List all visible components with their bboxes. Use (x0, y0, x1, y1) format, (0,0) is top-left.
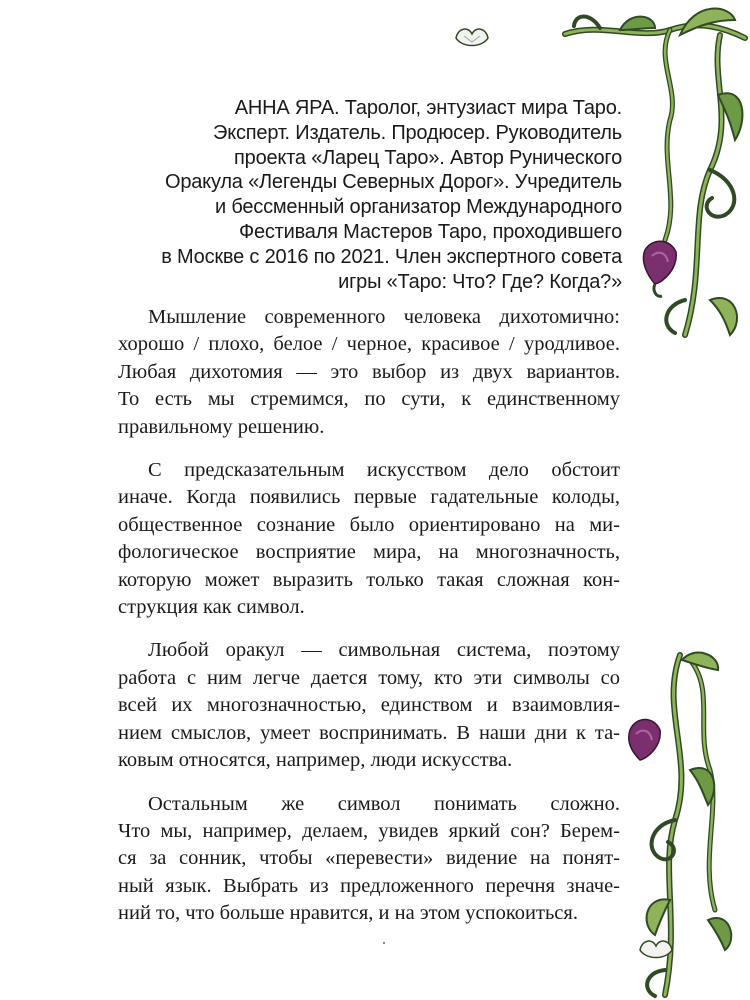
text-line: которую может выразить только такая сложная кон- (118, 568, 620, 591)
author-bio (110, 96, 622, 294)
page-marker-dot (383, 942, 385, 944)
text-line: ный язык. Выбрать из предложенного перечня значе- (118, 874, 620, 897)
text-line: Что мы, например, делаем, увидев яркий сон? Берем- (118, 819, 620, 842)
text-line: общественное сознание было ориентировано на ми- (118, 513, 620, 536)
text-line: нием смыслов, умеет воспринимать. В наши дни к та- (118, 721, 620, 744)
text-line: ковым относятся, например, люди искусства. (118, 749, 513, 772)
text-line: Мышление современного человека дихотомично: (148, 306, 620, 328)
paragraph-3 (118, 637, 620, 774)
top-flower-ornament (452, 22, 492, 54)
paragraph-2 (118, 457, 620, 621)
bio-line: игры «Таро: Что? Где? Когда?» (338, 270, 622, 293)
text-line: Любая дихотомия — это выбор из двух вариантов. (118, 360, 620, 383)
text-line: Остальным же символ понимать сложно. (148, 792, 620, 815)
purple-bud-icon (629, 720, 660, 761)
paragraph-1 (118, 304, 620, 441)
bio-line: Оракула «Легенды Северных Дорог». Учредитель (164, 171, 622, 194)
text-line: То есть мы стремимся, по сути, к единственному (118, 388, 620, 411)
text-line: работа с ним легче дается тому, кто эти символы со (118, 666, 620, 689)
white-flower-icon (640, 941, 672, 957)
bio-line: в Москве с 2016 по 2021. Член экспертного совета (161, 245, 622, 268)
text-line: ся за сонник, чтобы «перевести» видение на понят- (118, 847, 620, 870)
text-line: всей их многозначностью, единством и взаимовлия- (118, 694, 620, 717)
bio-line: Эксперт. Издатель. Продюсер. Руководитель (213, 121, 622, 144)
paragraph-4 (118, 791, 620, 928)
text-line: Любой оракул — символьная система, поэтому (148, 639, 620, 662)
bio-line: Фестиваля Мастеров Таро, проходившего (238, 220, 622, 243)
text-line: струкция как символ. (118, 596, 305, 619)
text-line: иначе. Когда появились первые гадательные колоды, (118, 486, 620, 509)
text-line: ний то, что больше нравится, и на этом успокоиться. (118, 902, 578, 925)
bottom-vine-ornament (620, 650, 750, 1000)
bio-line: проекта «Ларец Таро». Автор Рунического (234, 146, 622, 169)
text-line: хорошо / плохо, белое / черное, красивое / уродливое. (118, 333, 620, 356)
text-line: правильному решению. (118, 415, 325, 438)
text-line: С предсказательным искусством дело обстоит (148, 459, 620, 482)
bio-line: АННА ЯРА. Таролог, энтузиаст мира Таро. (234, 97, 622, 119)
body-text (118, 304, 620, 944)
purple-bud-icon (643, 241, 676, 296)
text-line: фологическое восприятие мира, на многозначность, (118, 541, 620, 564)
bio-line: и бессменный организатор Международного (214, 196, 622, 219)
